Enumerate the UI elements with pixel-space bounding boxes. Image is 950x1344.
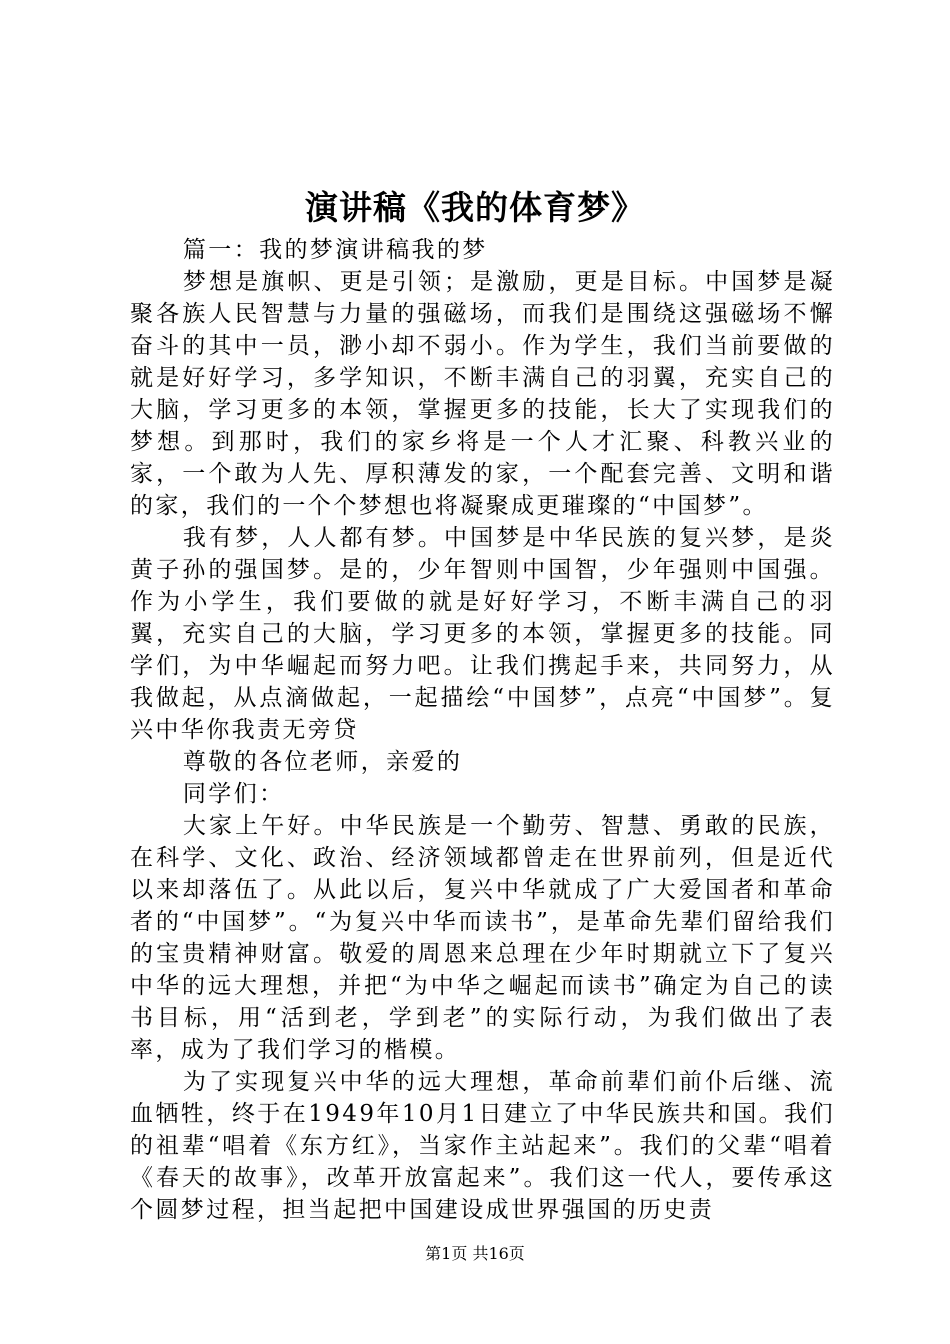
paragraph: 为了实现复兴中华的远大理想，革命前辈们前仆后继、流血牺牲，终于在1949年10月1日建立了中华民族共和国。我们的祖辈“唱着《东方红》，当家作主站起来”。我们的父辈“唱着《春天的故事》，改革开放富起来”。我们这一代人，要传承这个圆梦过程，担当起把中国建设成世界强国的历史责 xyxy=(130,1069,835,1223)
document-title: 演讲稿《我的体育梦》 xyxy=(305,188,645,227)
paragraph: 大家上午好。中华民族是一个勤劳、智慧、勇敢的民族，在科学、文化、政治、经济领域都曾走在世界前列，但是近代以来却落伍了。从此以后，复兴中华就成了广大爱国者和革命者的“中国梦”。“为复兴中华而读书”，是革命先辈们留给我们的宝贵精神财富。敬爱的周恩来总理在少年时期就立下了复兴中华的远大理想，并把“为中华之崛起而读书”确定为自己的读书目标，用“活到老，学到老”的实际行动，为我们做出了表率，成为了我们学习的楷模。 xyxy=(130,813,835,1063)
paragraph-section-heading: 篇一：我的梦演讲稿我的梦 xyxy=(182,237,488,263)
page-number-footer: 第1页 共16页 xyxy=(425,1244,525,1263)
paragraph: 我有梦，人人都有梦。中国梦是中华民族的复兴梦，是炎黄子孙的强国梦。是的，少年智则中国智，少年强则中国强。作为小学生，我们要做的就是好好学习，不断丰满自己的羽翼，充实自己的大脑，学习更多的本领，掌握更多的技能。同学们，为中华崛起而努力吧。让我们携起手来，共同努力，从我做起，从点滴做起，一起描绘“中国梦”，点亮“中国梦”。复兴中华你我责无旁贷 xyxy=(130,525,835,743)
paragraph-salutation: 尊敬的各位老师，亲爱的 xyxy=(182,749,463,775)
paragraph-salutation: 同学们： xyxy=(182,781,285,807)
paragraph: 梦想是旗帜、更是引领；是激励，更是目标。中国梦是凝聚各族人民智慧与力量的强磁场，而我们是围绕这强磁场不懈奋斗的其中一员，渺小却不弱小。作为学生，我们当前要做的就是好好学习，多学知识，不断丰满自己的羽翼，充实自己的大脑，学习更多的本领，掌握更多的技能，长大了实现我们的梦想。到那时，我们的家乡将是一个人才汇聚、科教兴业的家，一个敢为人先、厚积薄发的家，一个配套完善、文明和谐的家，我们的一个个梦想也将凝聚成更璀璨的“中国梦”。 xyxy=(130,269,835,519)
document-body xyxy=(130,234,835,1226)
